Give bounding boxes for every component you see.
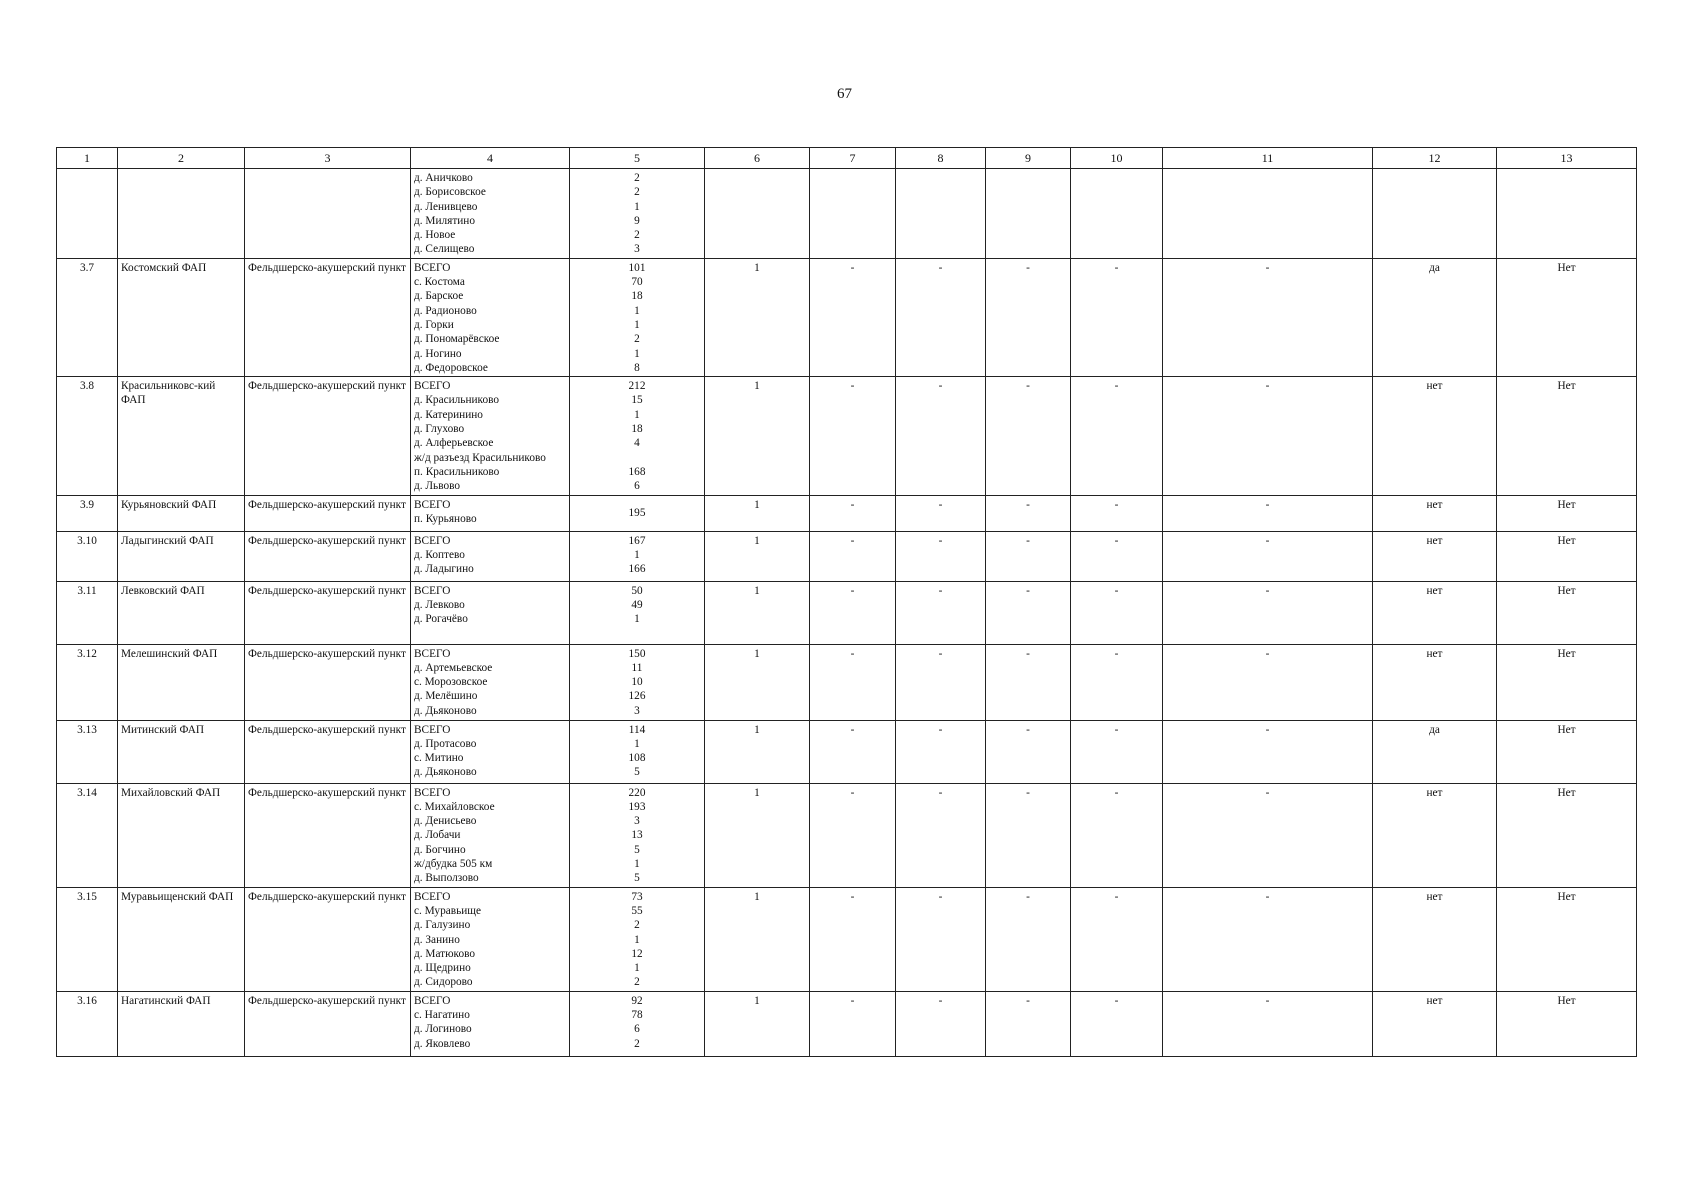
settlement-name: ж/д разъезд Красильниково: [414, 451, 546, 464]
table-header: [57, 148, 1637, 169]
settlement-name: с. Нагатино: [414, 1008, 470, 1021]
facility-type: Фельдшерско-акушерский пункт: [245, 581, 411, 644]
settlement-name: ВСЕГО: [414, 890, 451, 903]
cell-c10: -: [1071, 581, 1163, 644]
row-number: 3.15: [57, 887, 118, 991]
population-value: 6: [634, 480, 640, 493]
column-header-3: 3: [245, 148, 411, 169]
cell-c6: 1: [705, 887, 810, 991]
cell-c11: -: [1163, 495, 1373, 531]
row-number: 3.13: [57, 720, 118, 783]
population-value: 13: [631, 829, 643, 842]
cell-c7: [810, 169, 896, 259]
cell-c7: -: [810, 531, 896, 581]
population-value: 193: [628, 800, 646, 813]
cell-c11: -: [1163, 644, 1373, 720]
cell-c11: -: [1163, 991, 1373, 1056]
population-value: 126: [628, 690, 646, 703]
population-value: 2: [634, 229, 640, 242]
column-header-5: 5: [570, 148, 705, 169]
population-value: 1: [634, 200, 640, 213]
population-cell: [570, 495, 705, 531]
cell-c7: -: [810, 720, 896, 783]
settlements-cell: [411, 887, 570, 991]
settlement-name: д. Львово: [414, 480, 461, 493]
population-value: 108: [628, 752, 646, 765]
settlement-name: ВСЕГО: [414, 647, 451, 660]
settlement-name: д. Селищево: [414, 243, 475, 256]
cell-c6: 1: [705, 495, 810, 531]
settlement-name: д. Федоровское: [414, 361, 488, 374]
population-cell: [570, 991, 705, 1056]
population-value: 70: [631, 276, 643, 289]
column-header-11: 11: [1163, 148, 1373, 169]
facility-name: Нагатинский ФАП: [118, 991, 245, 1056]
population-value: 78: [631, 1008, 643, 1021]
population-value: 5: [634, 843, 640, 856]
settlement-name: д. Алферьевское: [414, 437, 494, 450]
population-value: 6: [634, 1023, 640, 1036]
cell-c13: Нет: [1497, 581, 1637, 644]
settlement-name: д. Логиново: [414, 1023, 472, 1036]
cell-c8: -: [896, 887, 986, 991]
cell-c6: 1: [705, 258, 810, 376]
settlement-name: ВСЕГО: [414, 994, 451, 1007]
population-value: 1: [634, 318, 640, 331]
facility-name: Михайловский ФАП: [118, 783, 245, 887]
cell-c12: нет: [1373, 887, 1497, 991]
cell-c9: -: [986, 887, 1071, 991]
cell-c12: нет: [1373, 644, 1497, 720]
row-number: 3.16: [57, 991, 118, 1056]
table-row: [57, 581, 1637, 644]
settlement-name: д. Дьяконово: [414, 766, 477, 779]
cell-c13: Нет: [1497, 783, 1637, 887]
population-value: 3: [634, 815, 640, 828]
population-value: 1: [634, 347, 640, 360]
facility-name: Курьяновский ФАП: [118, 495, 245, 531]
population-value: 195: [628, 507, 646, 520]
facility-type: Фельдшерско-акушерский пункт: [245, 991, 411, 1056]
settlement-name: д. Красильниково: [414, 394, 500, 407]
population-cell: [570, 581, 705, 644]
cell-c11: -: [1163, 887, 1373, 991]
population-value: 49: [631, 598, 643, 611]
settlement-name: д. Милятино: [414, 214, 475, 227]
settlement-name: д. Матюково: [414, 947, 476, 960]
cell-c10: -: [1071, 720, 1163, 783]
settlement-name: д. Артемьевское: [414, 661, 493, 674]
cell-c9: -: [986, 258, 1071, 376]
settlement-name: д. Борисовское: [414, 186, 486, 199]
settlement-name: д. Барское: [414, 290, 464, 303]
settlement-name: п. Красильниково: [414, 465, 500, 478]
population-value: 150: [628, 647, 646, 660]
facility-type: Фельдшерско-акушерский пункт: [245, 495, 411, 531]
population-value: 18: [631, 423, 643, 436]
facility-type: Фельдшерско-акушерский пункт: [245, 377, 411, 495]
table-row: [57, 991, 1637, 1056]
cell-c9: -: [986, 720, 1071, 783]
population-value: 5: [634, 872, 640, 885]
cell-c10: -: [1071, 644, 1163, 720]
settlement-name: д. Аничково: [414, 172, 473, 184]
population-cell: [570, 720, 705, 783]
column-header-6: 6: [705, 148, 810, 169]
population-value: 5: [634, 766, 640, 779]
settlement-name: с. Муравьище: [414, 904, 481, 917]
cell-c13: Нет: [1497, 377, 1637, 495]
cell-c8: -: [896, 644, 986, 720]
cell-c10: [1071, 169, 1163, 259]
cell-c11: -: [1163, 377, 1373, 495]
facility-name: Мелешинский ФАП: [118, 644, 245, 720]
row-number: 3.8: [57, 377, 118, 495]
settlements-cell: [411, 720, 570, 783]
cell-c9: -: [986, 991, 1071, 1056]
settlement-name: ж/дбудка 505 км: [414, 858, 493, 871]
settlement-name: ВСЕГО: [414, 584, 451, 597]
settlement-name: с. Морозовское: [414, 676, 488, 689]
population-cell: [570, 169, 705, 259]
population-value: 50: [631, 584, 643, 597]
row-number: 3.10: [57, 531, 118, 581]
cell-c8: -: [896, 581, 986, 644]
settlement-name: д. Левково: [414, 598, 465, 611]
facility-name: Красильниковс-кий ФАП: [118, 377, 245, 495]
cell-c12: нет: [1373, 377, 1497, 495]
row-number: 3.7: [57, 258, 118, 376]
settlement-name: д. Ногино: [414, 347, 462, 360]
population-value: 1: [634, 858, 640, 871]
cell-c8: -: [896, 495, 986, 531]
cell-c13: Нет: [1497, 720, 1637, 783]
facility-type: Фельдшерско-акушерский пункт: [245, 887, 411, 991]
cell-c10: -: [1071, 531, 1163, 581]
column-header-2: 2: [118, 148, 245, 169]
settlement-name: д. Новое: [414, 229, 456, 242]
cell-c8: -: [896, 258, 986, 376]
population-value: 15: [631, 394, 643, 407]
cell-c6: [705, 169, 810, 259]
cell-c11: -: [1163, 581, 1373, 644]
cell-c13: Нет: [1497, 887, 1637, 991]
population-value: 101: [628, 261, 646, 274]
settlement-name: д. Протасово: [414, 737, 477, 750]
cell-c7: -: [810, 258, 896, 376]
cell-c6: 1: [705, 783, 810, 887]
table-row: [57, 377, 1637, 495]
column-header-9: 9: [986, 148, 1071, 169]
cell-c8: -: [896, 720, 986, 783]
table-row: [57, 644, 1637, 720]
settlement-name: ВСЕГО: [414, 723, 451, 736]
cell-c8: -: [896, 991, 986, 1056]
population-value: 12: [631, 947, 643, 960]
settlement-name: ВСЕГО: [414, 534, 451, 547]
cell-c10: -: [1071, 887, 1163, 991]
cell-c7: -: [810, 991, 896, 1056]
cell-c9: [986, 169, 1071, 259]
table-row: [57, 783, 1637, 887]
cell-c7: -: [810, 377, 896, 495]
cell-c6: 1: [705, 377, 810, 495]
settlement-name: д. Глухово: [414, 423, 465, 436]
settlements-cell: [411, 377, 570, 495]
settlement-name: ВСЕГО: [414, 498, 451, 511]
population-value: 11: [631, 661, 643, 674]
facility-type: [245, 169, 411, 259]
population-cell: [570, 644, 705, 720]
population-value: 55: [631, 904, 643, 917]
population-cell: [570, 377, 705, 495]
settlements-cell: [411, 258, 570, 376]
page-number: 67: [837, 86, 852, 102]
settlements-cell: [411, 531, 570, 581]
population-value: 1: [634, 737, 640, 750]
settlement-name: д. Катеринино: [414, 408, 483, 421]
cell-c6: 1: [705, 991, 810, 1056]
population-value: 2: [634, 919, 640, 932]
settlement-name: д. Дьяконово: [414, 704, 477, 717]
column-header-10: 10: [1071, 148, 1163, 169]
population-value: 1: [634, 962, 640, 975]
cell-c13: Нет: [1497, 531, 1637, 581]
settlement-name: д. Занино: [414, 933, 460, 946]
settlement-name: д. Щедрино: [414, 962, 471, 975]
settlement-name: с. Митино: [414, 752, 464, 765]
cell-c6: 1: [705, 644, 810, 720]
cell-c13: Нет: [1497, 644, 1637, 720]
population-value: 1: [634, 304, 640, 317]
facilities-table: [56, 147, 1637, 1057]
cell-c10: -: [1071, 258, 1163, 376]
column-header-12: 12: [1373, 148, 1497, 169]
row-number: [57, 169, 118, 259]
cell-c12: нет: [1373, 991, 1497, 1056]
cell-c12: нет: [1373, 495, 1497, 531]
cell-c9: -: [986, 531, 1071, 581]
cell-c10: -: [1071, 495, 1163, 531]
header-row: [57, 148, 1637, 169]
population-value: 2: [634, 186, 640, 199]
row-number: 3.11: [57, 581, 118, 644]
cell-c7: -: [810, 644, 896, 720]
cell-c13: Нет: [1497, 258, 1637, 376]
population-value: 92: [631, 994, 643, 1007]
population-value: 3: [634, 243, 640, 256]
cell-c11: -: [1163, 720, 1373, 783]
population-value: 8: [634, 361, 640, 374]
population-value: 2: [634, 172, 640, 184]
cell-c8: -: [896, 783, 986, 887]
cell-c9: -: [986, 581, 1071, 644]
cell-c11: -: [1163, 258, 1373, 376]
settlements-cell: [411, 495, 570, 531]
facility-name: Муравьищенский ФАП: [118, 887, 245, 991]
facility-type: Фельдшерско-акушерский пункт: [245, 258, 411, 376]
settlement-name: ВСЕГО: [414, 786, 451, 799]
cell-c6: 1: [705, 581, 810, 644]
cell-c12: нет: [1373, 581, 1497, 644]
settlement-name: д. Сидорово: [414, 976, 473, 989]
cell-c7: -: [810, 495, 896, 531]
settlements-cell: [411, 169, 570, 259]
population-value: 114: [628, 723, 646, 736]
table-row: [57, 169, 1637, 259]
cell-c10: -: [1071, 783, 1163, 887]
column-header-7: 7: [810, 148, 896, 169]
facility-name: Митинский ФАП: [118, 720, 245, 783]
population-value: 220: [628, 786, 646, 799]
cell-c8: -: [896, 377, 986, 495]
table-row: [57, 887, 1637, 991]
population-value: 1: [634, 933, 640, 946]
settlement-name: д. Выползово: [414, 872, 479, 885]
cell-c8: -: [896, 531, 986, 581]
cell-c12: [1373, 169, 1497, 259]
settlement-name: д. Мелёшино: [414, 690, 478, 703]
cell-c12: да: [1373, 258, 1497, 376]
cell-c8: [896, 169, 986, 259]
cell-c11: -: [1163, 783, 1373, 887]
column-header-8: 8: [896, 148, 986, 169]
row-number: 3.14: [57, 783, 118, 887]
population-value: 1: [634, 613, 640, 626]
column-header-4: 4: [411, 148, 570, 169]
population-value: 9: [634, 214, 640, 227]
cell-c7: -: [810, 887, 896, 991]
cell-c12: да: [1373, 720, 1497, 783]
population-value: 4: [634, 437, 640, 450]
population-cell: [570, 887, 705, 991]
settlement-name: д. Яковлево: [414, 1037, 471, 1050]
population-value: 2: [634, 333, 640, 346]
population-cell: [570, 258, 705, 376]
cell-c9: -: [986, 495, 1071, 531]
settlement-name: д. Ленивцево: [414, 200, 478, 213]
settlement-name: д. Денисьево: [414, 815, 477, 828]
table-row: [57, 720, 1637, 783]
cell-c6: 1: [705, 720, 810, 783]
facility-name: Костомский ФАП: [118, 258, 245, 376]
facility-type: Фельдшерско-акушерский пункт: [245, 644, 411, 720]
settlement-name: ВСЕГО: [414, 261, 451, 274]
cell-c7: -: [810, 783, 896, 887]
settlement-name: с. Михайловское: [414, 800, 495, 813]
cell-c9: -: [986, 783, 1071, 887]
cell-c10: -: [1071, 991, 1163, 1056]
cell-c13: Нет: [1497, 991, 1637, 1056]
population-value: [573, 451, 701, 465]
settlements-cell: [411, 783, 570, 887]
cell-c10: -: [1071, 377, 1163, 495]
table-row: [57, 258, 1637, 376]
population-value: 212: [628, 380, 646, 393]
settlement-name: д. Рогачёво: [414, 613, 468, 626]
cell-c7: -: [810, 581, 896, 644]
population-value: 2: [634, 1037, 640, 1050]
population-value: 1: [634, 408, 640, 421]
cell-c13: [1497, 169, 1637, 259]
facility-name: [118, 169, 245, 259]
settlements-cell: [411, 644, 570, 720]
column-header-13: 13: [1497, 148, 1637, 169]
population-value: 168: [628, 465, 646, 478]
settlement-name: д. Коптево: [414, 548, 465, 561]
population-cell: [570, 783, 705, 887]
facility-type: Фельдшерско-акушерский пункт: [245, 720, 411, 783]
cell-c13: Нет: [1497, 495, 1637, 531]
facility-type: Фельдшерско-акушерский пункт: [245, 783, 411, 887]
table-row: [57, 531, 1637, 581]
settlements-cell: [411, 581, 570, 644]
settlement-name: д. Лобачи: [414, 829, 461, 842]
population-value: 1: [634, 548, 640, 561]
settlement-name: п. Курьяново: [414, 512, 477, 525]
cell-c11: [1163, 169, 1373, 259]
cell-c9: -: [986, 377, 1071, 495]
population-value: 3: [634, 704, 640, 717]
settlement-name: д. Галузино: [414, 919, 471, 932]
table-body: [57, 169, 1637, 1057]
population-value: 2: [634, 976, 640, 989]
settlement-name: с. Костома: [414, 276, 465, 289]
settlement-name: д. Ладыгино: [414, 563, 474, 576]
population-value: 10: [631, 676, 643, 689]
cell-c12: нет: [1373, 783, 1497, 887]
settlement-name: д. Пономарёвское: [414, 333, 500, 346]
population-value: 73: [631, 890, 643, 903]
settlement-name: ВСЕГО: [414, 380, 451, 393]
facility-name: Ладыгинский ФАП: [118, 531, 245, 581]
population-value: 166: [628, 563, 646, 576]
settlement-name: д. Горки: [414, 318, 454, 331]
row-number: 3.12: [57, 644, 118, 720]
cell-c6: 1: [705, 531, 810, 581]
population-cell: [570, 531, 705, 581]
row-number: 3.9: [57, 495, 118, 531]
column-header-1: 1: [57, 148, 118, 169]
cell-c9: -: [986, 644, 1071, 720]
facility-type: Фельдшерско-акушерский пункт: [245, 531, 411, 581]
population-value: 18: [631, 290, 643, 303]
settlement-name: д. Радионово: [414, 304, 477, 317]
cell-c11: -: [1163, 531, 1373, 581]
facility-name: Левковский ФАП: [118, 581, 245, 644]
settlements-cell: [411, 991, 570, 1056]
cell-c12: нет: [1373, 531, 1497, 581]
settlement-name: д. Богчино: [414, 843, 466, 856]
table-row: [57, 495, 1637, 531]
population-value: 167: [628, 534, 646, 547]
